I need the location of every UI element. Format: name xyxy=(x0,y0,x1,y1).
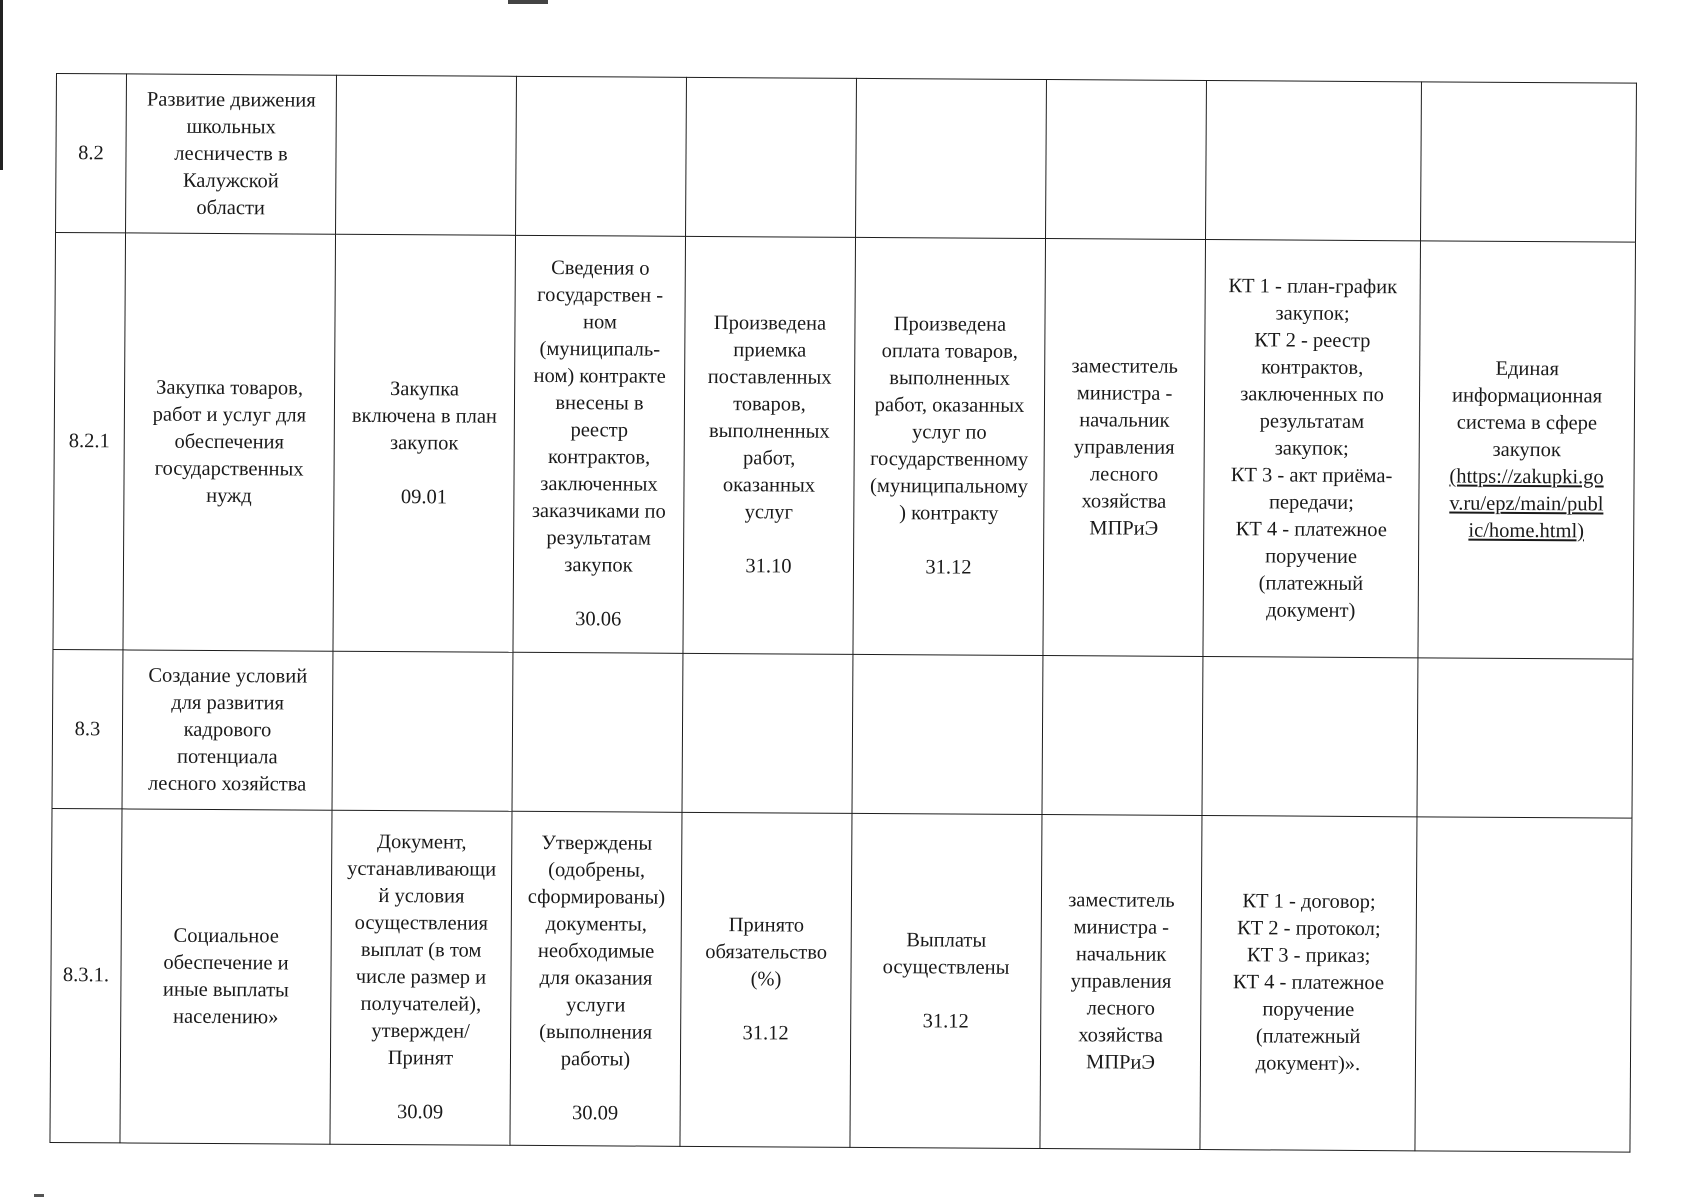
control-point-date: 30.09 xyxy=(572,1102,619,1125)
control-point-1 xyxy=(336,75,517,235)
row-number: 8.2 xyxy=(56,74,127,233)
control-point-date: 31.12 xyxy=(742,1022,789,1045)
control-point-date: 30.06 xyxy=(575,608,622,631)
control-point-3: Принято обязательство (%) 31.12 xyxy=(680,812,852,1147)
information-system xyxy=(1415,817,1632,1152)
control-point-3 xyxy=(682,653,853,813)
table-row xyxy=(50,808,1632,1152)
control-point-4 xyxy=(856,78,1047,238)
row-number: 8.2.1 xyxy=(53,233,126,650)
control-point-2 xyxy=(512,652,683,812)
control-point-3: Произведена приемка поставленных товаров, выполненных работ, оказанных услуг 31.10 xyxy=(683,236,856,654)
information-system xyxy=(1421,82,1637,242)
control-point-3 xyxy=(686,77,857,237)
event-name: Социальное обеспечение и иные выплаты населению» xyxy=(120,809,332,1144)
responsible xyxy=(1042,656,1203,816)
page-number-mark xyxy=(508,0,548,4)
information-system xyxy=(1417,658,1633,818)
control-point-1 xyxy=(332,651,513,811)
confirming-document xyxy=(1202,657,1418,817)
confirming-document xyxy=(1206,81,1422,241)
scan-edge-mark xyxy=(0,0,3,170)
control-point-4: Произведена оплата товаров, выполненных работ, оказанных услуг по государственному (муниципальному ) контракту 31.12 xyxy=(853,237,1046,655)
control-point-date: 30.09 xyxy=(397,1101,444,1124)
control-point-4: Выплаты осуществлены 31.12 xyxy=(850,813,1042,1148)
control-point-1: Закупка включена в план закупок 09.01 xyxy=(333,234,516,652)
table-row xyxy=(56,74,1637,243)
responsible: заместитель министра - начальник управления лесного хозяйства МПРиЭ xyxy=(1043,239,1206,657)
control-point-date: 31.12 xyxy=(925,556,972,579)
confirming-document: КТ 1 - договор; КТ 2 - протокол; КТ 3 - приказ; КТ 4 - платежное поручение (платежный документ)». xyxy=(1200,816,1417,1151)
event-name: Развитие движения школьных лесничеств в Калужской области xyxy=(126,74,337,234)
control-point-1: Документ, устанавливающи й условия осуществления выплат (в том числе размер и получателей), утвержден/ Принят 30.09 xyxy=(330,810,512,1145)
control-point-date: 31.12 xyxy=(922,1009,969,1033)
zakupki-link[interactable]: (https://zakupki.go v.ru/epz/main/publ ic/home.html) xyxy=(1449,465,1604,542)
row-number: 8.3.1. xyxy=(50,808,122,1142)
row-number: 8.3 xyxy=(52,649,123,808)
control-point-2 xyxy=(516,76,687,236)
control-point-date: 31.10 xyxy=(745,555,792,578)
event-name: Закупка товаров, работ и услуг для обеспечения государственных нужд xyxy=(123,233,336,651)
responsible: заместитель министра - начальник управления лесного хозяйства МПРиЭ xyxy=(1040,815,1202,1150)
control-point-2: Утверждены (одобрены, сформированы) документы, необходимые для оказания услуги (выполнения работы) 30.09 xyxy=(510,811,682,1146)
table-row xyxy=(52,649,1633,818)
control-point-2: Сведения о государствен - ном (муниципаль- ном) контракте внесены в реестр контрактов, заключенных заказчиками по результатам закупок 30.06 xyxy=(513,235,686,653)
plan-table xyxy=(49,73,1637,1153)
responsible xyxy=(1046,80,1207,240)
information-system: Единая информационная система в сфере закупок (https://zakupki.go v.ru/epz/main/publ ic/home.html) xyxy=(1418,241,1636,659)
control-point-date: 09.01 xyxy=(400,485,448,508)
confirming-document: КТ 1 - план-график закупок; КТ 2 - реестр контрактов, заключенных по результатам закупок; КТ 3 - акт приёма- передачи; КТ 4 - платежное поручение (платежный документ) xyxy=(1203,240,1421,658)
event-name: Создание условий для развития кадрового потенциала лесного хозяйства xyxy=(122,650,333,810)
table-row xyxy=(53,233,1636,660)
control-point-4 xyxy=(852,654,1043,814)
scan-bottom-mark xyxy=(34,1194,44,1197)
